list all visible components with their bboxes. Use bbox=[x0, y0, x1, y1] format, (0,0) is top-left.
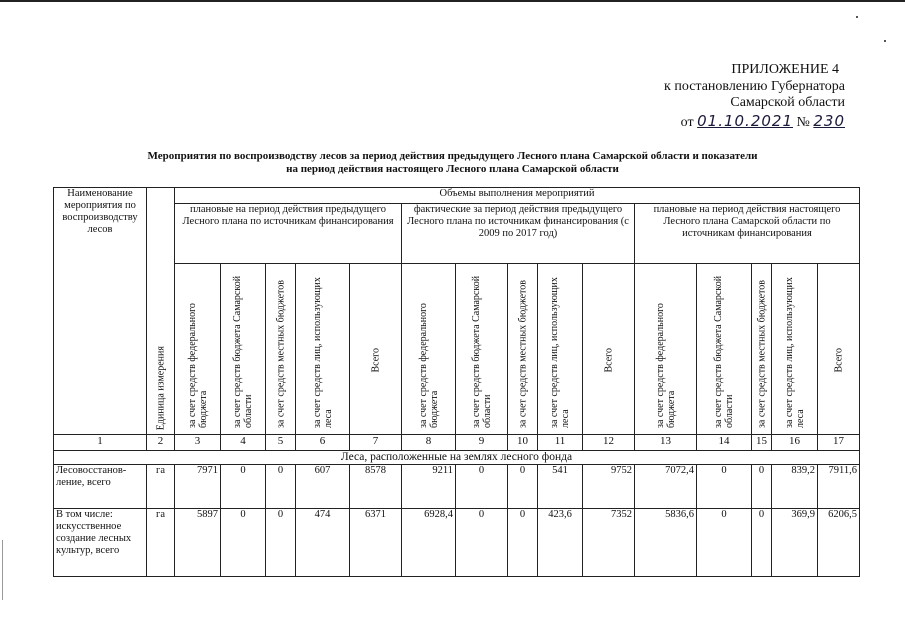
column-number: 6 bbox=[296, 435, 350, 451]
cell-value: 0 bbox=[266, 509, 296, 577]
cell-value: 0 bbox=[508, 465, 538, 509]
cell-value: 8578 bbox=[350, 465, 402, 509]
column-number-row bbox=[54, 435, 860, 451]
cell-value: 9752 bbox=[583, 465, 635, 509]
cell-value: 6371 bbox=[350, 509, 402, 577]
subheader-regional: за счет средств бюджета Самарской области bbox=[221, 264, 266, 435]
subheader-regional: за счет средств бюджета Самарской области bbox=[697, 264, 752, 435]
cell-value: 607 bbox=[296, 465, 350, 509]
cell-value: 6206,5 bbox=[818, 509, 860, 577]
cell-value: 0 bbox=[508, 509, 538, 577]
appendix-region: Самарской области bbox=[730, 95, 845, 110]
cell-value: 369,9 bbox=[772, 509, 818, 577]
header-group-planned-current: плановые на период действия настоящего Лесного плана Самарской области по источникам финансирования bbox=[635, 204, 860, 264]
column-number: 14 bbox=[697, 435, 752, 451]
row-unit: га bbox=[147, 509, 175, 577]
header-group-actual-previous: фактические за период действия предыдущего Лесного плана по источникам финансирования (с 2009 по 2017 год) bbox=[402, 204, 635, 264]
table-row bbox=[54, 509, 860, 577]
cell-value: 7911,6 bbox=[818, 465, 860, 509]
subheader-total: Всего bbox=[818, 264, 860, 435]
subheader-local: за счет средств местных бюджетов bbox=[508, 264, 538, 435]
column-number: 9 bbox=[456, 435, 508, 451]
cell-value: 0 bbox=[221, 465, 266, 509]
scan-top-border bbox=[0, 0, 905, 2]
column-number: 2 bbox=[147, 435, 175, 451]
column-number: 4 bbox=[221, 435, 266, 451]
scan-speck bbox=[884, 40, 886, 42]
column-number: 8 bbox=[402, 435, 456, 451]
subheader-federal: за счет средств федерального бюджета bbox=[402, 264, 456, 435]
cell-value: 7971 bbox=[175, 465, 221, 509]
column-number: 15 bbox=[752, 435, 772, 451]
row-name: Лесовосстанов-ление, всего bbox=[54, 465, 147, 509]
header-volumes: Объемы выполнения мероприятий bbox=[175, 188, 860, 204]
subheader-total: Всего bbox=[350, 264, 402, 435]
subheader-local: за счет средств местных бюджетов bbox=[266, 264, 296, 435]
cell-value: 474 bbox=[296, 509, 350, 577]
column-number: 12 bbox=[583, 435, 635, 451]
column-number: 1 bbox=[54, 435, 147, 451]
table-row bbox=[54, 465, 860, 509]
cell-value: 0 bbox=[697, 465, 752, 509]
reforestation-table-wrap bbox=[53, 187, 860, 577]
column-number: 11 bbox=[538, 435, 583, 451]
header-unit: Единица измерения bbox=[147, 188, 175, 435]
column-number: 10 bbox=[508, 435, 538, 451]
cell-value: 6928,4 bbox=[402, 509, 456, 577]
column-number: 7 bbox=[350, 435, 402, 451]
subheader-regional: за счет средств бюджета Самарской области bbox=[456, 264, 508, 435]
cell-value: 423,6 bbox=[538, 509, 583, 577]
cell-value: 541 bbox=[538, 465, 583, 509]
subheader-persons: за счет средств лиц, использующих леса bbox=[296, 264, 350, 435]
cell-value: 0 bbox=[221, 509, 266, 577]
title-line-2: на период действия настоящего Лесного плана Самарской области bbox=[286, 163, 619, 175]
cell-value: 0 bbox=[266, 465, 296, 509]
header-activity-name: Наименование мероприятия по воспроизводству лесов bbox=[54, 188, 147, 435]
cell-value: 0 bbox=[752, 509, 772, 577]
subheader-federal: за счет средств федерального бюджета bbox=[175, 264, 221, 435]
column-number: 16 bbox=[772, 435, 818, 451]
cell-value: 0 bbox=[456, 465, 508, 509]
cell-value: 9211 bbox=[402, 465, 456, 509]
appendix-date-number bbox=[664, 113, 845, 132]
subheader-local: за счет средств местных бюджетов bbox=[752, 264, 772, 435]
subheader-persons: за счет средств лиц, использующих леса bbox=[772, 264, 818, 435]
row-unit: га bbox=[147, 465, 175, 509]
subheader-federal: за счет средств федерального бюджета bbox=[635, 264, 697, 435]
scan-edge-mark bbox=[2, 540, 3, 600]
cell-value: 839,2 bbox=[772, 465, 818, 509]
scan-speck bbox=[856, 16, 858, 18]
reforestation-table bbox=[53, 187, 860, 577]
section-row bbox=[54, 451, 860, 465]
cell-value: 0 bbox=[456, 509, 508, 577]
cell-value: 0 bbox=[752, 465, 772, 509]
cell-value: 0 bbox=[697, 509, 752, 577]
from-label: от bbox=[680, 114, 694, 130]
number-label: № bbox=[796, 114, 810, 130]
title-line-1: Мероприятия по воспроизводству лесов за период действия предыдущего Лесного плана Самарской области и показатели bbox=[147, 150, 758, 162]
row-name: В том числе: искусственное создание лесных культур, всего bbox=[54, 509, 147, 577]
column-number: 17 bbox=[818, 435, 860, 451]
subheader-total: Всего bbox=[583, 264, 635, 435]
appendix-title: ПРИЛОЖЕНИЕ 4 bbox=[731, 62, 839, 77]
decree-date: 01.10.2021 bbox=[697, 111, 793, 130]
document-title bbox=[0, 150, 905, 176]
decree-number: 230 bbox=[813, 111, 845, 130]
appendix-decree-ref: к постановлению Губернатора bbox=[664, 78, 845, 94]
cell-value: 7072,4 bbox=[635, 465, 697, 509]
cell-value: 7352 bbox=[583, 509, 635, 577]
cell-value: 5897 bbox=[175, 509, 221, 577]
appendix-block bbox=[664, 62, 845, 131]
header-group-planned-previous: плановые на период действия предыдущего Лесного плана по источникам финансирования bbox=[175, 204, 402, 264]
cell-value: 5836,6 bbox=[635, 509, 697, 577]
column-number: 5 bbox=[266, 435, 296, 451]
section-title: Леса, расположенные на землях лесного фонда bbox=[54, 451, 860, 465]
column-number: 13 bbox=[635, 435, 697, 451]
column-number: 3 bbox=[175, 435, 221, 451]
subheader-persons: за счет средств лиц, использующих леса bbox=[538, 264, 583, 435]
